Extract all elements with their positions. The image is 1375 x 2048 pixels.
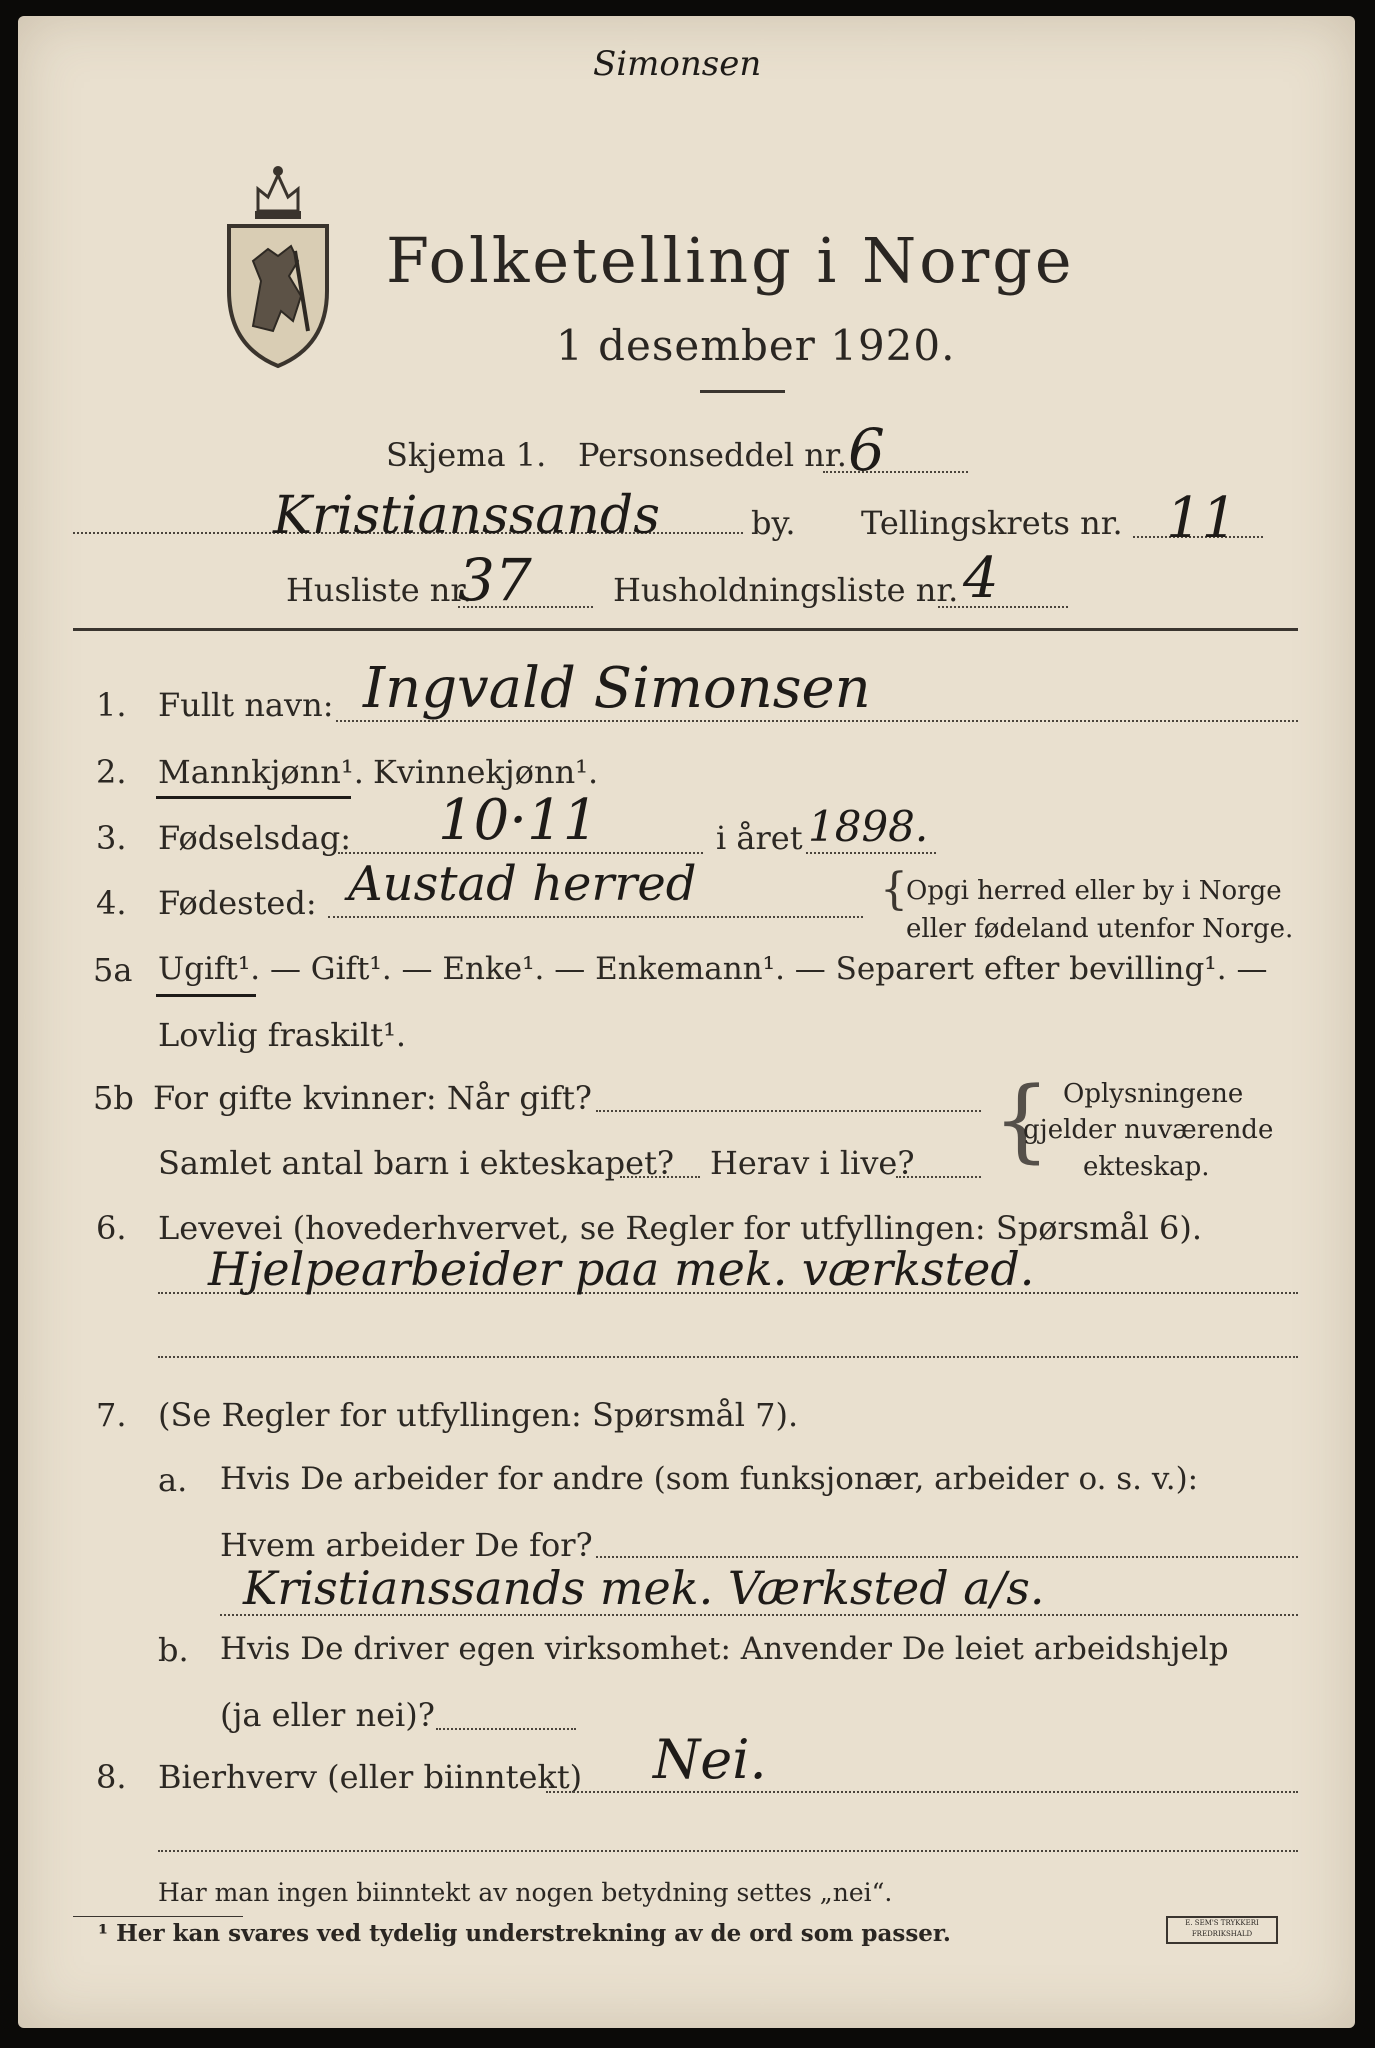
birth-year-value: 1898. (808, 802, 929, 851)
employer-value: Kristianssands mek. Værksted a/s. (243, 1561, 1045, 1615)
birthplace-note-line1: Opgi herred eller by i Norge (906, 876, 1282, 906)
q8-number: 8. (96, 1758, 127, 1796)
birthplace-label: Fødested: (158, 884, 317, 922)
husholdningsliste-line (938, 606, 1068, 608)
census-form-sheet (18, 16, 1355, 2028)
full-name-value: Ingvald Simonsen (363, 656, 871, 721)
birthplace-note-brace: { (880, 864, 908, 915)
side-income-line-2 (158, 1850, 1298, 1852)
tellingskrets-label: Tellingskrets nr. (861, 504, 1123, 542)
birthplace-line (328, 916, 863, 918)
tellingskrets-value: 11 (1166, 486, 1238, 551)
q7a-letter: a. (158, 1461, 188, 1499)
marital-status-options: Ugift¹. — Gift¹. — Enke¹. — Enkemann¹. — Separert efter bevilling¹. — (158, 951, 1268, 987)
employer-line (596, 1556, 1298, 1558)
sex-female-option: Kvinnekjønn¹. (373, 753, 599, 791)
marriage-note-line1: Oplysningene (1063, 1079, 1244, 1109)
marriage-note-brace: { (993, 1068, 1051, 1173)
printer-stamp: E. SEM'S TRYKKERI FREDRIKSHALD (1166, 1916, 1278, 1944)
city-value: Kristianssands (273, 486, 660, 546)
male-underline-mark (156, 796, 351, 799)
side-income-note: Har man ingen biinntekt av nogen betydning settes „nei“. (158, 1878, 893, 1907)
full-name-label: Fullt navn: (158, 686, 334, 724)
husliste-label: Husliste nr. (286, 571, 473, 609)
birthday-label: Fødselsdag: (158, 819, 352, 857)
form-title: Folketelling i Norge (386, 224, 1075, 297)
q4-number: 4. (96, 884, 127, 922)
children-alive-label: Herav i live? (710, 1144, 915, 1182)
husholdningsliste-value: 4 (963, 546, 999, 611)
birthplace-value: Austad herred (348, 856, 697, 912)
q7b-label: Hvis De driver egen virksomhet: Anvender De leiet arbeidshjelp (220, 1631, 1229, 1667)
occupation-label: Levevei (hovederhvervet, se Regler for utfyllingen: Spørsmål 6). (158, 1209, 1203, 1247)
occupation-line-2 (158, 1356, 1298, 1358)
q5b-number: 5b (93, 1079, 134, 1117)
marriage-note-line2: gjelder nuværende (1023, 1115, 1274, 1145)
husholdningsliste-label: Husholdningsliste nr. (613, 571, 959, 609)
sex-male-option: Mannkjønn¹. (158, 753, 364, 791)
header-rule (73, 628, 1298, 631)
footnote-rule (73, 1916, 243, 1917)
husliste-value: 37 (458, 546, 532, 614)
marital-status-option-fraskilt: Lovlig fraskilt¹. (158, 1016, 407, 1054)
title-divider (700, 390, 785, 393)
birth-year-label: i året (716, 819, 803, 857)
top-handwritten-name: Simonsen (593, 44, 762, 84)
occupation-value: Hjelpearbeider paa mek. værksted. (208, 1242, 1035, 1296)
footnote: ¹ Her kan svares ved tydelig understrekning av de ord som passer. (98, 1920, 951, 1947)
personseddel-label: Personseddel nr. (578, 436, 847, 474)
personseddel-line (823, 471, 968, 473)
birthplace-note-line2: eller fødeland utenfor Norge. (906, 914, 1294, 944)
children-alive-line (896, 1176, 981, 1178)
hired-help-line (436, 1728, 576, 1730)
q3-number: 3. (96, 819, 127, 857)
children-count-label: Samlet antal barn i ekteskapet? (158, 1144, 675, 1182)
ugift-underline-mark (156, 994, 256, 997)
employer-question: Hvem arbeider De for? (220, 1526, 593, 1564)
q7b-letter: b. (158, 1631, 189, 1669)
children-count-line (620, 1176, 700, 1178)
married-when-label: For gifte kvinner: Når gift? (153, 1079, 592, 1117)
q5a-number: 5a (93, 951, 133, 989)
skjema-label: Skjema 1. (386, 436, 547, 474)
side-income-label: Bierhverv (eller biinntekt) (158, 1758, 583, 1796)
by-label: by. (751, 504, 796, 542)
q2-number: 2. (96, 753, 127, 791)
side-income-line (546, 1791, 1298, 1793)
q7-number: 7. (96, 1396, 127, 1434)
q7a-label: Hvis De arbeider for andre (som funksjonær, arbeider o. s. v.): (220, 1461, 1199, 1497)
marriage-note-line3: ekteskap. (1083, 1152, 1210, 1182)
q1-number: 1. (96, 686, 127, 724)
married-when-line (596, 1110, 981, 1112)
q6-number: 6. (96, 1209, 127, 1247)
side-income-value: Nei. (653, 1728, 767, 1791)
q7-label: (Se Regler for utfyllingen: Spørsmål 7). (158, 1396, 799, 1434)
birth-year-line (806, 852, 936, 854)
norway-coat-of-arms-icon (223, 161, 333, 371)
hired-help-question: (ja eller nei)? (220, 1696, 435, 1734)
birthday-value: 10·11 (438, 788, 599, 853)
census-date: 1 desember 1920. (556, 321, 956, 370)
personseddel-value: 6 (848, 416, 885, 484)
